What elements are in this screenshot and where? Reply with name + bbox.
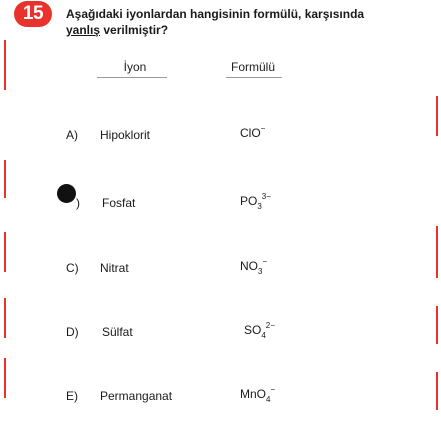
formula-subscript: 4 <box>266 395 271 404</box>
left-edge-line <box>4 40 6 90</box>
formula-base: PO <box>240 194 258 208</box>
option-d-formula <box>244 321 275 340</box>
right-edge-line <box>436 372 438 410</box>
question-number-badge: 15 <box>14 1 52 27</box>
column-header-ion: İyon <box>123 60 147 74</box>
formula-subscript: 3 <box>258 267 263 276</box>
right-edge-line <box>436 226 438 278</box>
question-text-wrong: yanlış <box>66 23 101 37</box>
answer-mark-dot <box>57 184 76 203</box>
column-header-ion-rule <box>97 77 167 78</box>
column-header-formula-rule <box>226 77 282 78</box>
right-edge-line <box>436 306 438 344</box>
option-c-formula <box>240 257 268 276</box>
formula-charge: − <box>262 257 268 266</box>
formula-base: MnO <box>240 387 267 401</box>
option-b-letter: ) <box>76 196 80 210</box>
option-a-letter: A) <box>66 128 78 142</box>
option-d-ion-name: Sülfat <box>102 325 133 339</box>
option-a-formula <box>240 126 265 140</box>
option-e-ion-name: Permanganat <box>100 389 173 403</box>
formula-charge: 3− <box>261 192 271 201</box>
column-header-formula: Formülü <box>230 60 275 74</box>
left-edge-line <box>4 232 6 272</box>
formula-base: SO <box>244 323 262 337</box>
option-c-ion-name: Nitrat <box>100 261 129 275</box>
question-text <box>66 6 436 38</box>
formula-subscript: 3 <box>257 202 262 211</box>
right-edge-line <box>436 96 438 136</box>
left-edge-line <box>4 358 6 398</box>
option-e-letter: E) <box>66 389 78 403</box>
formula-charge: − <box>260 124 266 133</box>
option-d-letter: D) <box>66 325 79 339</box>
formula-subscript: 4 <box>261 331 266 340</box>
formula-charge: − <box>270 385 276 394</box>
left-edge-line <box>4 160 6 198</box>
formula-base: NO <box>240 259 258 273</box>
formula-charge: 2− <box>265 321 275 330</box>
question-text-part1: Aşağıdaki iyonlardan hangisinin formülü, karşısında <box>66 7 365 21</box>
option-a-ion-name: Hipoklorit <box>100 128 151 142</box>
option-c-letter: C) <box>66 261 79 275</box>
formula-base: ClO <box>240 126 261 140</box>
option-b-formula <box>240 192 271 211</box>
left-edge-line <box>4 298 6 338</box>
option-e-formula <box>240 385 276 404</box>
option-b-ion-name: Fosfat <box>102 196 136 210</box>
question-text-part2: verilmiştir? <box>100 23 169 37</box>
